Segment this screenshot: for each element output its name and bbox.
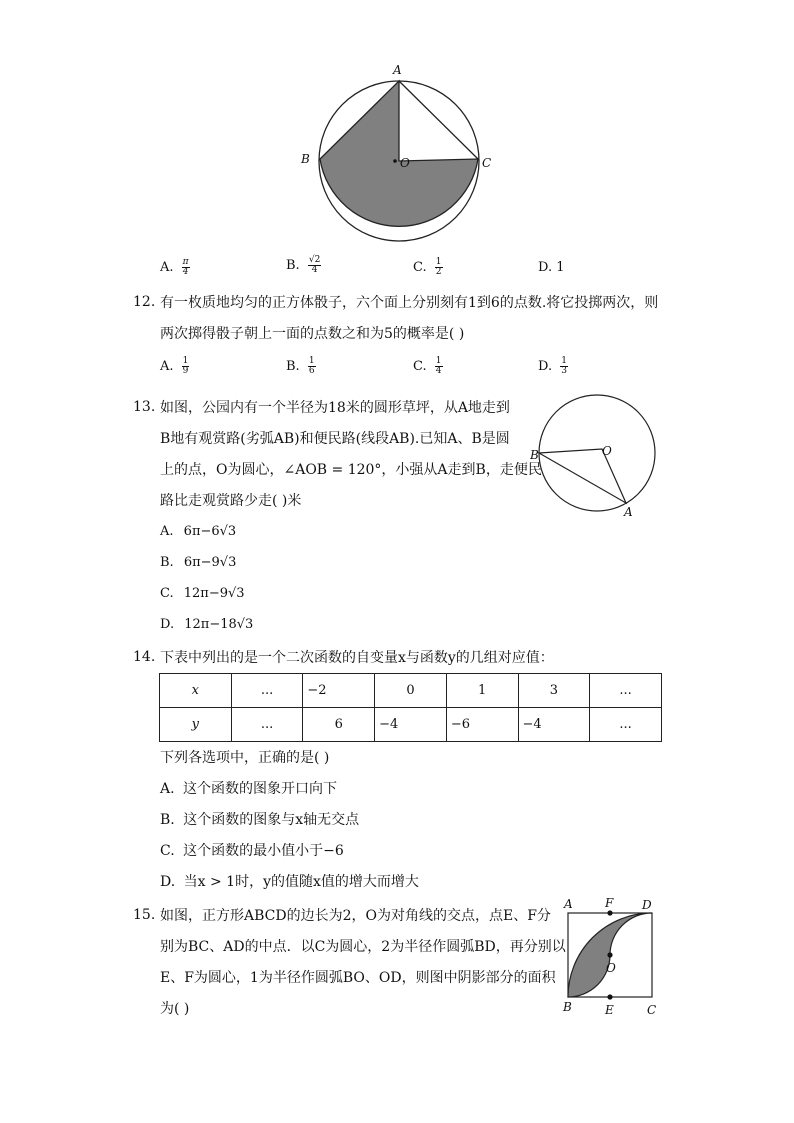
table-cell: 3: [518, 674, 590, 708]
option-letter: C.: [413, 359, 427, 374]
q13-option-d[interactable]: [160, 617, 253, 632]
option-text: 6π−9√3: [183, 555, 237, 570]
q14-option-d[interactable]: [160, 872, 419, 892]
q15-figure: [560, 895, 665, 1020]
q15-label-b: B: [563, 1000, 572, 1014]
fraction: $\frac{1}{3}$: [561, 356, 567, 376]
table-row: [160, 708, 662, 742]
table-cell: 0: [375, 674, 447, 708]
q13-label-o: O: [602, 444, 612, 458]
option-letter: A.: [160, 260, 174, 275]
fraction: $\frac{1}{2}$: [435, 257, 442, 277]
option-letter: D.: [160, 874, 176, 890]
q15-label-a: A: [564, 897, 573, 911]
option-letter: D.: [538, 359, 553, 374]
option-letter: B.: [160, 555, 174, 570]
q14-option-a[interactable]: [160, 779, 337, 799]
q12-option-a[interactable]: [160, 357, 189, 376]
q13-option-a[interactable]: [160, 524, 236, 539]
q11-figure: [295, 60, 505, 250]
q15-label-f: F: [605, 896, 614, 910]
option-text: 当x > 1时，y的值随x值的增大而增大: [183, 874, 419, 890]
option-letter: D.: [160, 617, 175, 632]
fraction: $\frac{\pi}{4}$: [182, 257, 189, 277]
table-cell: ...: [590, 674, 662, 708]
q15-number: 15.: [133, 907, 156, 923]
q11-label-o: O: [400, 156, 410, 170]
q11-option-a[interactable]: [160, 258, 190, 277]
option-letter: C.: [413, 260, 427, 275]
q15-text-line4: 为( ): [160, 1001, 190, 1017]
fraction: $\frac{1}{9}$: [182, 356, 189, 376]
q13-figure: [530, 393, 660, 523]
q11-label-c: C: [482, 156, 492, 170]
q14-option-b[interactable]: [160, 810, 359, 830]
option-text: 这个函数的图象开口向下: [183, 781, 338, 797]
q11-label-a: A: [393, 63, 402, 77]
fraction: $\frac{1}{4}$: [435, 356, 442, 376]
q13-label-a: A: [624, 505, 633, 519]
table-cell: ...: [231, 708, 303, 742]
option-text: 这个函数的最小值小于−6: [183, 843, 344, 859]
option-text: 这个函数的图象与x轴无交点: [183, 812, 360, 828]
q14-number: 14.: [133, 649, 156, 665]
option-text: 6π−6√3: [183, 524, 237, 539]
q15-text-line3: E、F为圆心，1为半径作圆弧BO、OD，则图中阴影部分的面积: [160, 970, 556, 986]
q14-value-table: [159, 673, 662, 742]
q13-option-b[interactable]: [160, 555, 236, 570]
q13-text-line4: 路比走观赏路少走( )米: [160, 493, 302, 509]
option-letter: B.: [286, 258, 300, 273]
q15-label-d: D: [642, 898, 652, 912]
option-letter: A.: [160, 781, 175, 797]
option-text: 12π−9√3: [183, 586, 245, 601]
q14-text-line1: 下表中列出的是一个二次函数的自变量x与函数y的几组对应值：: [160, 650, 554, 666]
option-letter: D.: [538, 260, 553, 275]
q12-number: 12.: [133, 294, 156, 310]
table-cell: 6: [303, 708, 375, 742]
q15-label-o: O: [606, 961, 616, 975]
q14-prompt: 下列各选项中，正确的是( ): [160, 750, 330, 766]
option-letter: C.: [160, 843, 175, 859]
table-cell: −4: [518, 708, 590, 742]
q12-text-line2: 两次掷得骰子朝上一面的点数之和为5的概率是( ): [160, 326, 465, 342]
option-letter: B.: [160, 812, 175, 828]
q15-text-line2: 别为BC、AD的中点．以C为圆心，2为半径作圆弧BD，再分别以: [160, 939, 566, 955]
table-cell: −4: [375, 708, 447, 742]
option-text: 1: [556, 260, 565, 275]
q11-option-d[interactable]: [538, 260, 565, 275]
option-letter: A.: [160, 524, 174, 539]
option-letter: A.: [160, 359, 174, 374]
q14-option-c[interactable]: [160, 841, 344, 861]
q15-text-line1: 如图，正方形ABCD的边长为2，O为对角线的交点，点E、F分: [160, 908, 551, 924]
fraction: $\frac{1}{6}$: [308, 356, 315, 376]
table-cell: ...: [231, 674, 303, 708]
q13-text-line1: 如图，公园内有一个半径为18米的圆形草坪，从A地走到: [160, 400, 510, 416]
table-cell: −2: [303, 674, 375, 708]
q11-option-c[interactable]: [413, 258, 443, 277]
q15-label-c: C: [647, 1003, 657, 1017]
option-text: 12π−18√3: [184, 617, 254, 632]
q11-option-b[interactable]: [286, 256, 321, 275]
q12-option-c[interactable]: [413, 357, 443, 376]
option-letter: B.: [286, 359, 300, 374]
table-row: [160, 674, 662, 708]
q11-label-b: B: [301, 152, 310, 166]
q13-text-line2: B地有观赏路(劣弧AB)和便民路(线段AB).已知A、B是圆: [160, 431, 510, 447]
table-cell: 1: [446, 674, 518, 708]
q12-text-line1: 有一枚质地均匀的正方体骰子，六个面上分别刻有1到6的点数.将它投掷两次，则: [160, 295, 659, 311]
option-letter: C.: [160, 586, 174, 601]
q12-option-b[interactable]: [286, 357, 316, 376]
q13-text-line3: 上的点，O为圆心，∠AOB = 120°，小强从A走到B，走便民: [160, 462, 542, 478]
table-cell: y: [160, 708, 232, 742]
q12-option-d[interactable]: [538, 357, 568, 376]
fraction: $\frac{√2}{4}$: [308, 255, 321, 275]
q13-label-b: B: [530, 448, 539, 462]
q13-number: 13.: [133, 399, 156, 415]
table-cell: x: [160, 674, 232, 708]
table-cell: −6: [446, 708, 518, 742]
q13-option-c[interactable]: [160, 586, 245, 601]
table-cell: ...: [590, 708, 662, 742]
q15-label-e: E: [605, 1003, 614, 1017]
